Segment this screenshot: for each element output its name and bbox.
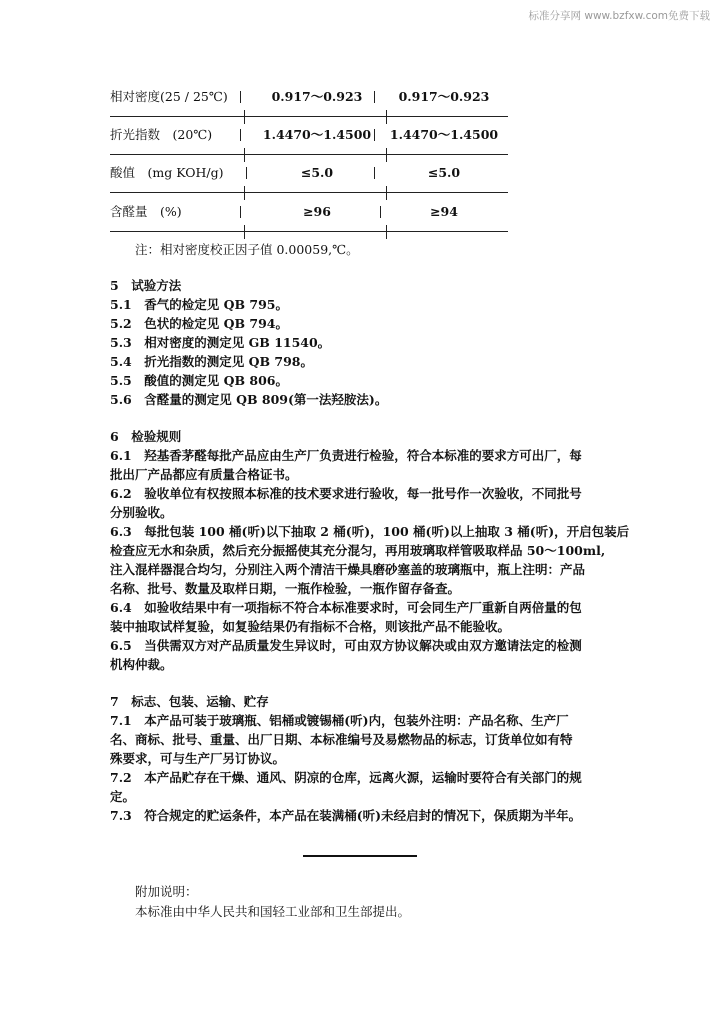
row-rule: [110, 192, 508, 193]
paragraph-line: 6.2 验收单位有权按照本标准的技术要求进行验收，每一批号作一次验收，不同批号: [110, 486, 582, 501]
row-label: 相对密度(25 / 25℃): [110, 89, 228, 104]
column-tick: [244, 225, 245, 239]
paragraph-line: 装中抽取试样复验，如复验结果仍有指标不合格，则该批产品不能验收。: [110, 619, 511, 634]
row-rule: [110, 231, 508, 232]
column-tick: [386, 110, 387, 124]
column-tick: [244, 110, 245, 124]
section-heading: 7 标志、包装、运输、贮存: [110, 694, 269, 709]
paragraph-line: 名、商标、批号、重量、出厂日期、本标准编号及易燃物品的标志，订货单位如有特: [110, 732, 573, 747]
column-divider: [374, 91, 375, 103]
section-heading: 5 试验方法: [110, 278, 182, 293]
column-divider: [240, 91, 241, 103]
paragraph-line: 批出厂产品都应有质量合格证书。: [110, 467, 298, 482]
paragraph-line: 5.4 折光指数的测定见 QB 798。: [110, 354, 313, 369]
paragraph-line: 殊要求，可与生产厂另订协议。: [110, 751, 286, 766]
paragraph-line: 名称、批号、数量及取样日期，一瓶作检验，一瓶作留存备查。: [110, 581, 461, 596]
column-divider: [380, 206, 381, 218]
column-tick: [386, 186, 387, 200]
paragraph-line: 5.1 香气的检定见 QB 795。: [110, 297, 288, 312]
column-tick: [244, 186, 245, 200]
paragraph-line: 6.1 羟基香茅醛每批产品应由生产厂负责进行检验，符合本标准的要求方可出厂，每: [110, 448, 582, 463]
row-value-1: ≥96: [303, 204, 331, 219]
paragraph-line: 7.2 本产品贮存在干燥、通风、阴凉的仓库，远离火源，运输时要符合有关部门的规: [110, 770, 582, 785]
row-rule: [110, 116, 508, 117]
paragraph-line: 机构仲裁。: [110, 657, 173, 672]
paragraph-line: 6.4 如验收结果中有一项指标不符合本标准要求时，可会同生产厂重新自两倍量的包: [110, 600, 582, 615]
paragraph-line: 定。: [110, 789, 136, 804]
paragraph-line: 6.3 每批包装 100 桶(听)以下抽取 2 桶(听)，100 桶(听)以上抽取 3 桶(听)，开启包装后: [110, 524, 630, 539]
end-separator: [303, 855, 417, 857]
column-tick: [386, 225, 387, 239]
paragraph-line: 5.6 含醛量的测定见 QB 809(第一法羟胺法)。: [110, 392, 388, 407]
paragraph-line: 5.3 相对密度的测定见 GB 11540。: [110, 335, 331, 350]
row-value-1: ≤5.0: [300, 165, 334, 180]
column-tick: [386, 148, 387, 162]
row-value-2: ≤5.0: [427, 165, 461, 180]
column-divider: [240, 129, 241, 141]
appendix-text: 本标准由中华人民共和国轻工业部和卫生部提出。: [135, 904, 411, 919]
row-value-2: 1.4470～1.4500: [389, 127, 499, 142]
row-rule: [110, 154, 508, 155]
paragraph-line: 5.5 酸值的测定见 QB 806。: [110, 373, 288, 388]
row-label: 含醛量 (%): [110, 204, 182, 219]
column-tick: [244, 148, 245, 162]
appendix-title: 附加说明：: [135, 884, 198, 899]
watermark: 标准分享网 www.bzfxw.com免费下载: [528, 10, 710, 22]
paragraph-line: 注入混样器混合均匀，分别注入两个清洁干燥具磨砂塞盖的玻璃瓶中，瓶上注明：产品: [110, 562, 586, 577]
row-value-2: 0.917～0.923: [398, 89, 490, 104]
paragraph-line: 分别验收。: [110, 505, 173, 520]
section-heading: 6 检验规则: [110, 429, 182, 444]
paragraph-line: 5.2 色状的检定见 QB 794。: [110, 316, 288, 331]
paragraph-line: 7.3 符合规定的贮运条件，本产品在装满桶(听)未经启封的情况下，保质期为半年。: [110, 808, 582, 823]
paragraph-line: 检查应无水和杂质，然后充分振摇使其充分混匀，再用玻璃取样管吸取样品 50～100ml,: [110, 543, 606, 558]
row-value-2: ≥94: [430, 204, 458, 219]
column-divider: [240, 206, 241, 218]
paragraph-line: 7.1 本产品可装于玻璃瓶、铝桶或镀锡桶(听)内，包装外注明：产品名称、生产厂: [110, 713, 569, 728]
column-divider: [374, 129, 375, 141]
row-value-1: 1.4470～1.4500: [262, 127, 372, 142]
column-divider: [246, 167, 247, 179]
table-note: 注：相对密度校正因子值 0.00059,℃。: [135, 242, 359, 257]
paragraph-line: 6.5 当供需双方对产品质量发生异议时，可由双方协议解决或由双方邀请法定的检测: [110, 638, 582, 653]
row-label: 折光指数 (20℃): [110, 127, 213, 142]
row-value-1: 0.917～0.923: [271, 89, 363, 104]
row-label: 酸值 (mg KOH/g): [110, 165, 224, 180]
column-divider: [374, 167, 375, 179]
